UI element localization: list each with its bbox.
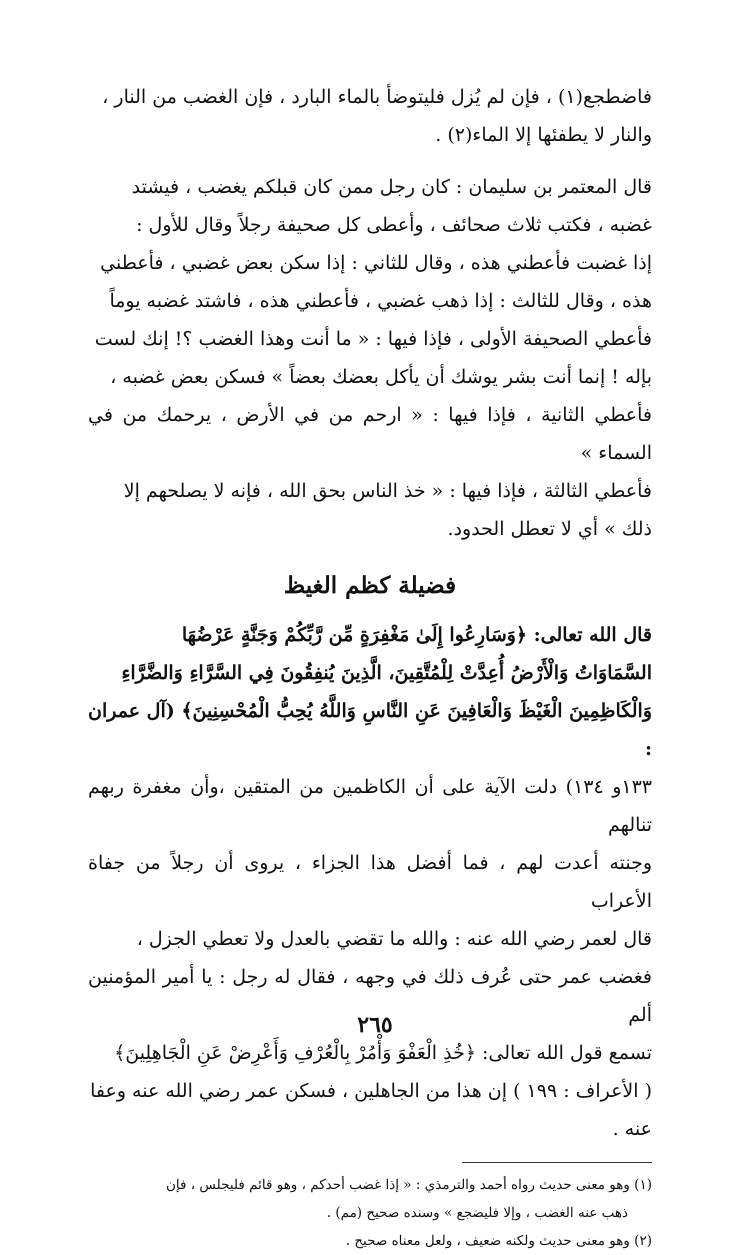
- text-line: تسمع قول الله تعالى: ﴿خُذِ الْعَفْوَ وَأْمُرْ بِالْعُرْفِ وَأَعْرِضْ عَنِ الْجَاهِلِينَ﴾: [114, 1042, 652, 1064]
- text-line: فاضطجع(١) ، فإن لم يُزل فليتوضأ بالماء البارد ، فإن الغضب من النار ،: [102, 86, 652, 108]
- section-heading: فضيلة كظم الغيظ: [283, 572, 457, 599]
- text-line: وَالْكَاظِمِينَ الْغَيْظَ وَالْعَافِينَ عَنِ النَّاسِ وَاللَّهُ يُحِبُّ الْمُحْسِنِينَ﴾ (آل عمران :: [88, 700, 652, 760]
- text-line: السَّمَاوَاتُ وَالْأَرْضُ أُعِدَّتْ لِلْمُتَّقِينَ، الَّذِينَ يُنفِقُونَ فِي السَّرَّاءِ وَالضَّرَّاءِ: [121, 662, 652, 684]
- text-line: إذا غضبت فأعطني هذه ، وقال للثاني : إذا سكن بعض غضبي ، فأعطني: [100, 252, 652, 274]
- footnote-1-continued: ذهب عنه الغضب ، وإلا فليضجع » وسنده صحيح (مم) .: [326, 1205, 628, 1221]
- text-line: هذه ، وقال للثالث : إذا ذهب غضبي ، فأعطني هذه ، فاشتد غضبه يوماً: [109, 290, 652, 312]
- text-line: فأعطي الثالثة ، فإذا فيها : « خذ الناس بحق الله ، فإنه لا يصلحهم إلا: [123, 480, 652, 502]
- footnote-1: (١) وهو معنى حديث رواه أحمد والترمذي : « إذا غضب أحدكم ، وهو قائم فليجلس ، فإن: [166, 1177, 652, 1193]
- text-line: فغضب عمر حتى عُرف ذلك في وجهه ، فقال له رجل : يا أمير المؤمنين ألم: [88, 966, 652, 1026]
- text-line: قال المعتمر بن سليمان : كان رجل ممن كان قبلكم يغضب ، فيشتد: [131, 176, 652, 198]
- page-number: ٢٦٥: [357, 1012, 393, 1038]
- footnote-divider: [462, 1162, 652, 1163]
- text-line: قال الله تعالى: ﴿وَسَارِعُوا إِلَىٰ مَغْفِرَةٍ مِّن رَّبِّكُمْ وَجَنَّةٍ عَرْضُهَا: [181, 624, 652, 646]
- text-line: والنار لا يطفئها إلا الماء(٢) .: [435, 124, 652, 146]
- text-line: فأعطي الثانية ، فإذا فيها : « ارحم من في الأرض ، يرحمك من في السماء »: [88, 404, 652, 464]
- text-line: عنه .: [612, 1118, 652, 1140]
- footnotes: [88, 1171, 652, 1255]
- paragraph-virtue: [88, 616, 652, 1148]
- text-line: بإله ! إنما أنت بشر يوشك أن يأكل بعضك بعضاً » فسكن بعض غضبه ،: [110, 366, 652, 388]
- text-line: وجنته أعدت لهم ، فما أفضل هذا الجزاء ، يروى أن رجلاً من جفاة الأعراب: [88, 852, 652, 912]
- text-line: ذلك » أي لا تعطل الحدود.: [447, 518, 652, 540]
- text-line: غضبه ، فكتب ثلاث صحائف ، وأعطى كل صحيفة رجلاً وقال للأول :: [136, 214, 652, 236]
- paragraph-intro: [88, 78, 652, 154]
- footnote-2: (٢) وهو معنى حديث ولكنه ضعيف ، ولعل معناه صحيح .: [345, 1233, 652, 1249]
- paragraph-mutamir-story: [88, 168, 652, 548]
- text-line: ( الأعراف : ١٩٩ ) إن هذا من الجاهلين ، فسكن عمر رضي الله عنه وعفا: [90, 1080, 652, 1102]
- text-line: قال لعمر رضي الله عنه : والله ما تقضي بالعدل ولا تعطي الجزل ،: [136, 928, 652, 950]
- text-line: ١٣٣و ١٣٤) دلت الآية على أن الكاظمين من المتقين ،وأن مغفرة ربهم تنالهم: [88, 776, 652, 836]
- text-line: فأعطي الصحيفة الأولى ، فإذا فيها : « ما أنت وهذا الغضب ؟! إنك لست: [94, 328, 652, 350]
